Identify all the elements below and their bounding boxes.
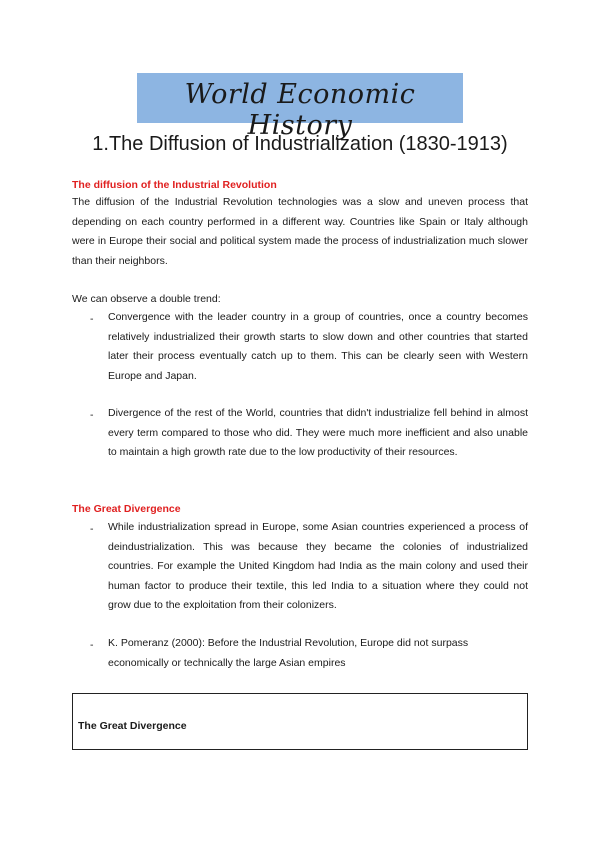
bullet-dash: - [90,523,94,535]
title-banner [137,73,463,141]
bullet-deindustrialization: While industrialization spread in Europe, some Asian countries experienced a process of deindustrialization. This was because they became the colonies of industrialized countries. For example the United Kingdom had India as the main colony and used their human factor to produce their textile, this led India to a situation where they could not grow due to the exploitation from their colonizers. [108,521,528,611]
trend-intro: We can observe a double trend: [72,293,221,305]
summary-box [72,693,528,750]
bullet-dash: - [90,313,94,325]
section-paragraph-diffusion: The diffusion of the Industrial Revolution technologies was a slow and uneven process that depending on each country performed in a different way. Countries like Spain or Italy although were in Europe their social and political system made the process of industrialization much slower than their neighbors. [72,196,528,267]
chapter-title: 1.The Diffusion of Industrialization (1830-1913) [92,133,508,155]
bullet-dash: - [90,409,94,421]
bullet-convergence: Convergence with the leader country in a group of countries, once a country becomes relatively industrialized their growth starts to slow down and other countries that started later their process eventually catch up to them. This can be clearly seen with Western Europe and Japan. [108,311,528,382]
section-heading-great-divergence: The Great Divergence [72,503,181,515]
section-heading-diffusion: The diffusion of the Industrial Revolution [72,179,277,191]
bullet-pomeranz: K. Pomeranz (2000): Before the Industrial Revolution, Europe did not surpass economically or technically the large Asian empires [108,637,469,669]
bullet-dash: - [90,639,94,651]
document-title: World Economic History [184,79,416,141]
bullet-divergence: Divergence of the rest of the World, countries that didn't industrialize fell behind in almost every term compared to those who did. They were much more inefficient and also unable to maintain a high growth rate due to the low productivity of their resources. [108,407,528,458]
summary-box-title: The Great Divergence [78,720,187,732]
